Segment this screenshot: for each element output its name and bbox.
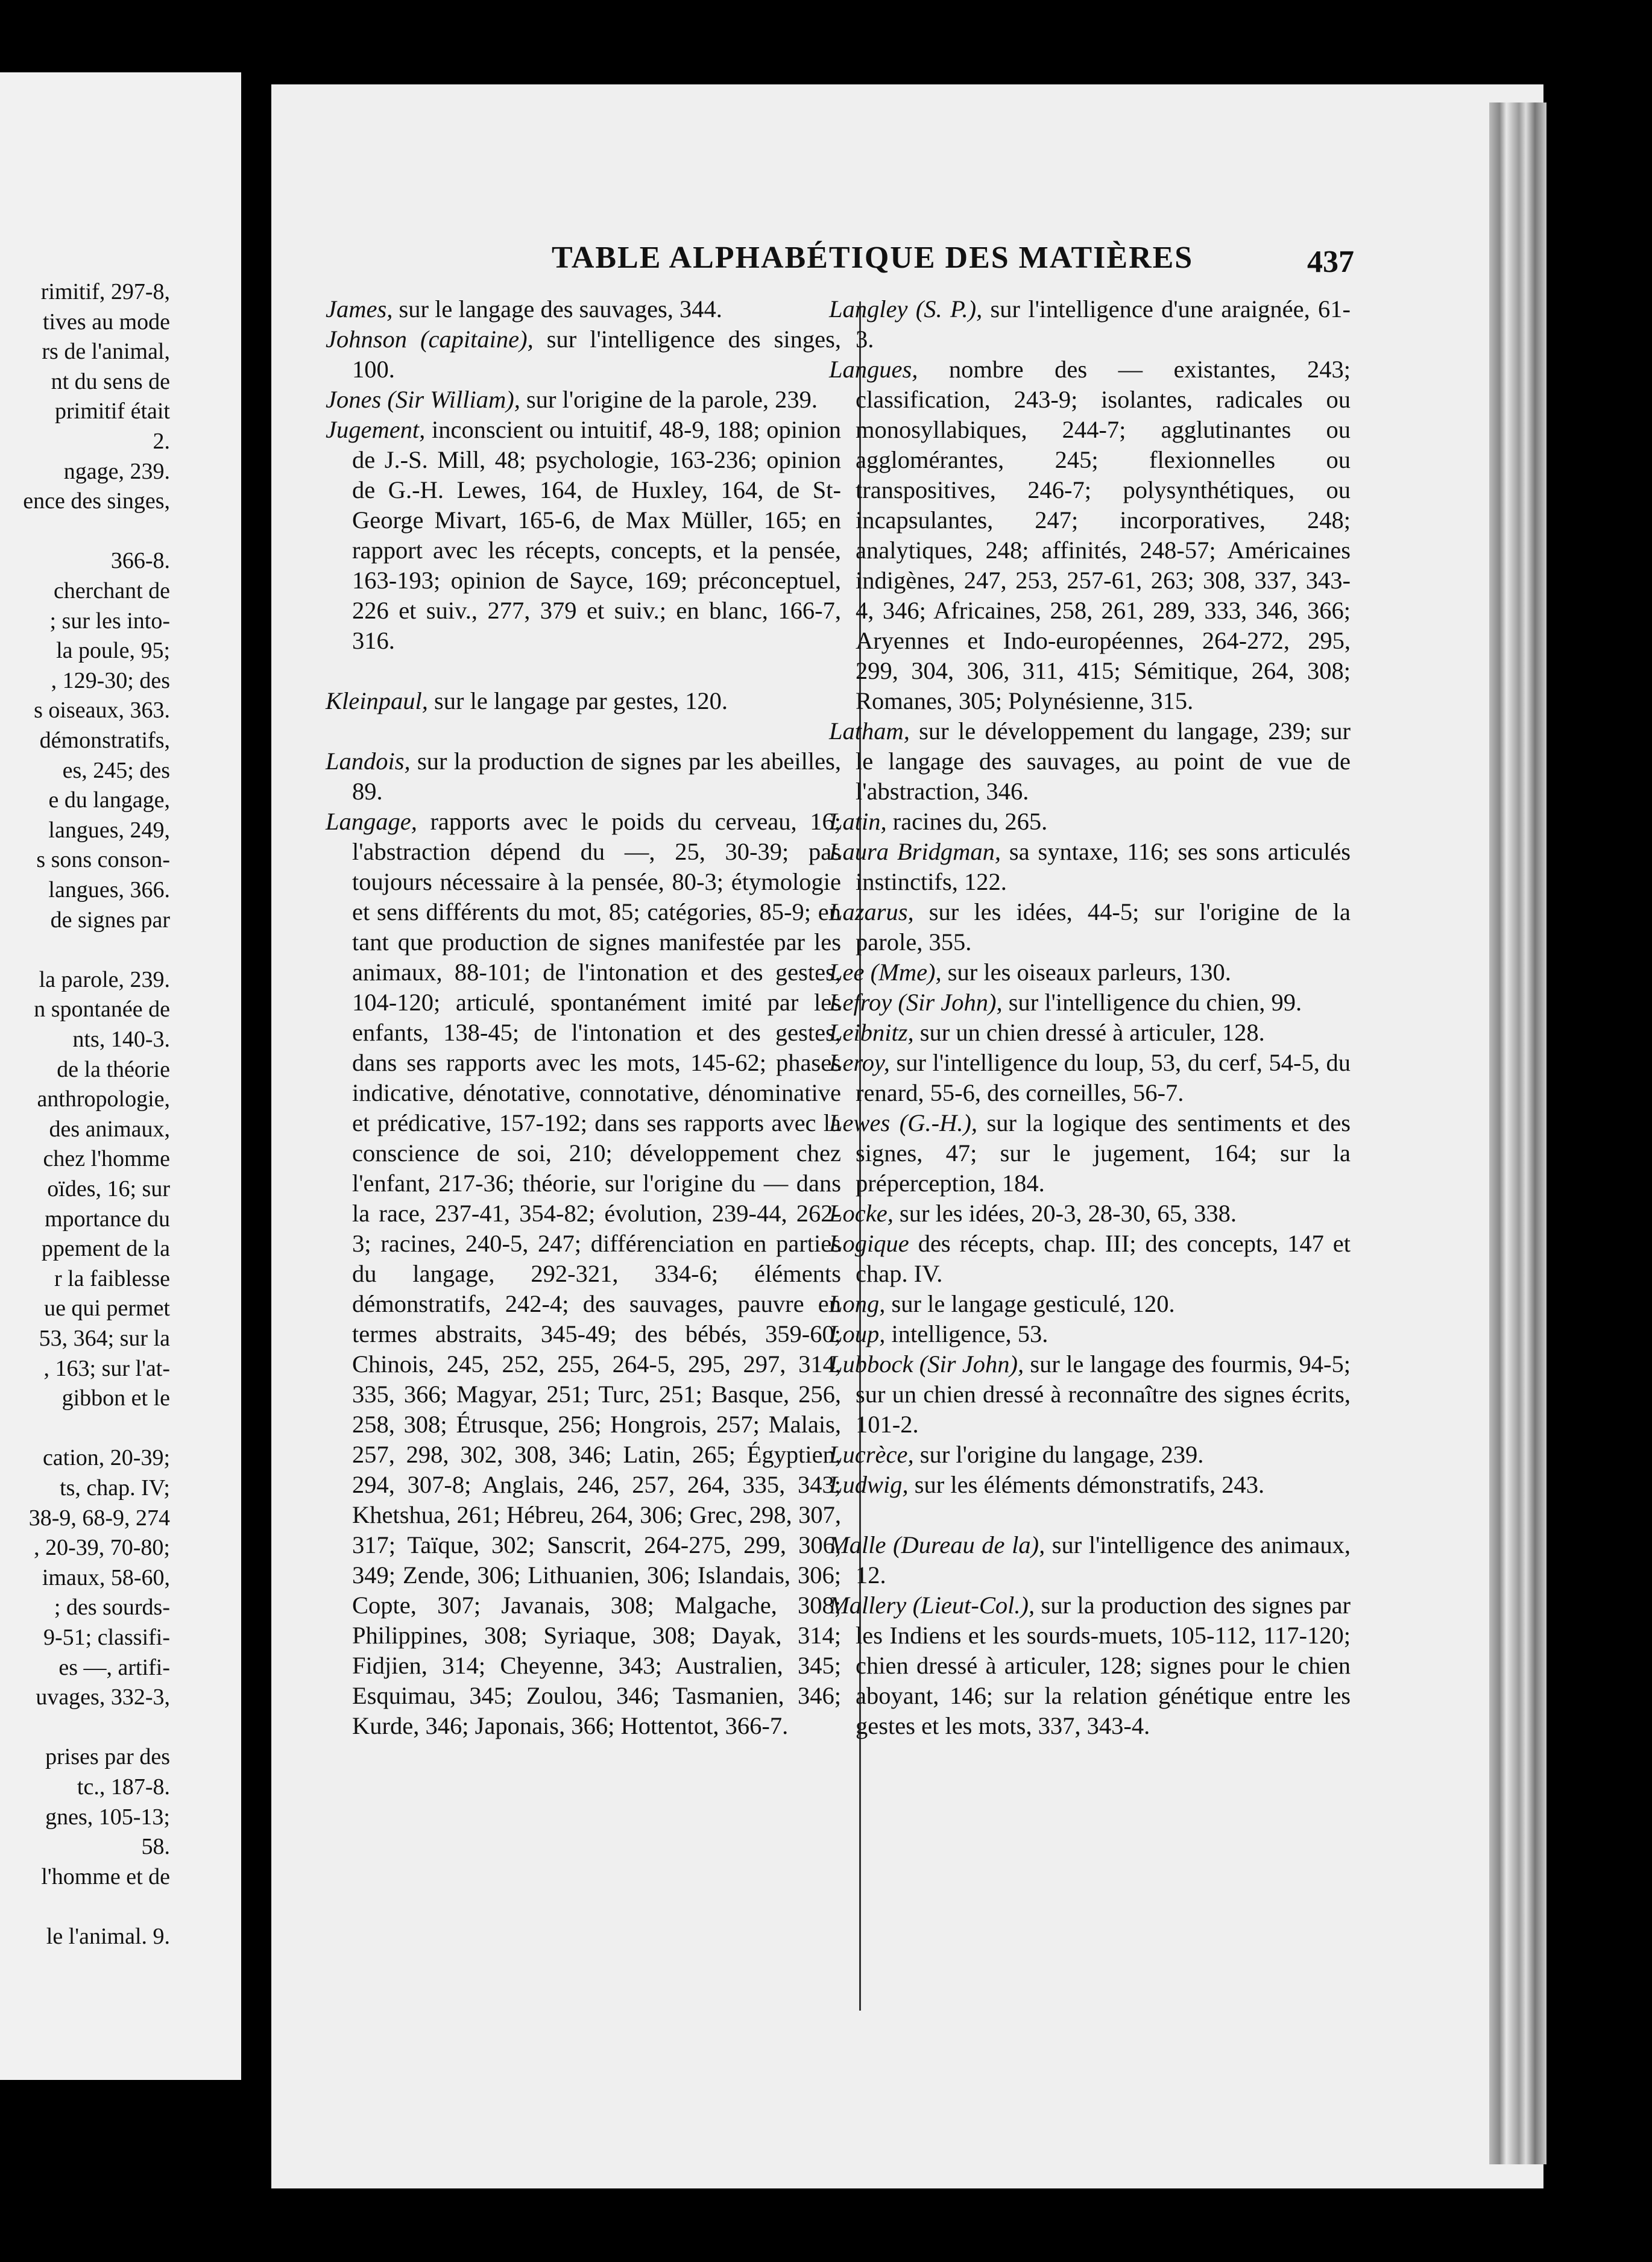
index-entry xyxy=(829,988,1351,1018)
page-number: 437 xyxy=(1307,245,1354,279)
facing-page-line: chez l'homme xyxy=(43,1146,170,1172)
section-gap xyxy=(326,716,841,746)
entry-text: sur un chien dressé à articuler, 128. xyxy=(913,1019,1265,1046)
entry-text: sur l'intelligence des singes, 100. xyxy=(352,326,842,383)
entry-text: sur le langage des fourmis, 94-5; sur un chien dressé à reconnaître des signes écrits, 101-2. xyxy=(856,1350,1351,1438)
running-head: TABLE ALPHABÉTIQUE DES MATIÈRES xyxy=(552,241,1194,275)
facing-page-line: langues, 249, xyxy=(48,817,170,843)
index-entry xyxy=(829,294,1351,354)
index-entry xyxy=(326,415,841,656)
facing-page-fragment xyxy=(0,72,243,2080)
entry-text: sur la production des signes par les Indiens et les sourds-muets, 105-112, 117-120; chien dressé à articuler, 128; signes pour le chien aboyant, 146; sur la relation génétique entre les gestes et les mots, 337, 343-4. xyxy=(856,1592,1351,1739)
entry-heading: Lewes (G.-H.), xyxy=(829,1109,978,1136)
book-gutter xyxy=(241,0,271,2262)
entry-heading: Johnson (capitaine), xyxy=(326,326,534,353)
entry-text: sur l'intelligence du chien, 99. xyxy=(1002,989,1302,1016)
entry-text: sur l'intelligence d'une araignée, 61-3. xyxy=(856,295,1351,353)
entry-heading: Locke, xyxy=(829,1200,894,1227)
facing-page-line: de la théorie xyxy=(57,1056,170,1082)
entry-heading: Leibnitz, xyxy=(829,1019,914,1046)
entry-text: sur le langage gesticulé, 120. xyxy=(885,1290,1175,1317)
section-gap xyxy=(326,656,841,686)
page-edges xyxy=(1489,102,1546,2164)
facing-page-line: es, 245; des xyxy=(62,757,170,783)
facing-page-line: ue qui permet xyxy=(44,1296,170,1322)
entry-text: sur l'intelligence du loup, 53, du cerf, 54-5, du renard, 55-6, des corneilles, 56-7. xyxy=(856,1049,1351,1106)
facing-page-line: rs de l'animal, xyxy=(42,339,170,365)
facing-page-line: la poule, 95; xyxy=(56,638,170,664)
entry-text: sur les éléments démonstratifs, 243. xyxy=(908,1471,1265,1498)
index-entry xyxy=(829,897,1351,957)
entry-heading: Latham, xyxy=(829,717,910,745)
entry-text: sa syntaxe, 116; ses sons articulés instinctifs, 122. xyxy=(856,838,1351,895)
facing-page-line: 2. xyxy=(153,429,170,454)
facing-page-line: le l'animal. 9. xyxy=(46,1924,170,1949)
entry-text: des récepts, chap. III; des concepts, 147 et chap. IV. xyxy=(856,1230,1351,1287)
entry-text: sur le langage par gestes, 120. xyxy=(427,687,728,714)
facing-page-line: e du langage, xyxy=(48,787,170,813)
entry-text: sur l'intelligence des animaux, 12. xyxy=(856,1531,1351,1589)
facing-page-line: s sons conson- xyxy=(36,847,170,873)
facing-page-line: anthropologie, xyxy=(37,1086,170,1112)
entry-text: rapports avec le poids du cerveau, 16; l'abstraction dépend du —, 25, 30-39; pas toujours nécessaire à la pensée, 80-3; étymologie et sens différents du mot, 85; catégories, 85-9; en tant que production de signes manifestée par les animaux, 88-101; de l'intonation et des gestes, 104-120; articulé, spontanément imité par les enfants, 138-45; de l'intonation et des gestes, dans ses rapports avec les mots, 145-62; phases indicative, dénotative, connotative, dénominative et prédicative, 157-192; dans ses rapports avec la conscience de soi, 210; développement chez l'enfant, 217-36; théorie, sur l'origine du — dans la race, 237-41, 354-82; évolution, 239-44, 262-3; racines, 240-5, 247; différenciation en parties du langage, 292-321, 334-6; éléments démonstratifs, 242-4; des sauvages, pauvre en termes abstraits, 345-49; des bébés, 359-60; Chinois, 245, 252, 255, 264-5, 295, 297, 314, 335, 366; Magyar, 251; Turc, 251; Basque, 256, 258, 308; Étrusque, 256; Hongrois, 257; Malais, 257, 298, 302, 308, 346; Latin, 265; Égyptien, 294, 307-8; Anglais, 246, 257, 264, 335, 343; Khetshua, 261; Hébreu, 264, 306; Grec, 298, 307, 317; Taïque, 302; Sanscrit, 264-275, 299, 306, 349; Zende, 306; Lithuanien, 306; Islandais, 306; Copte, 307; Javanais, 308; Malgache, 308; Philippines, 308; Syriaque, 308; Dayak, 314; Fidjien, 314; Cheyenne, 343; Australien, 345; Esquimau, 345; Zoulou, 346; Tasmanien, 346; Kurde, 346; Japonais, 366; Hottentot, 366-7. xyxy=(352,808,841,1739)
index-entry xyxy=(829,1440,1351,1470)
facing-page-line: gibbon et le xyxy=(61,1385,170,1411)
index-entry xyxy=(326,324,841,385)
entry-text: sur les idées, 44-5; sur l'origine de la parole, 355. xyxy=(856,898,1351,956)
index-entry xyxy=(326,746,841,807)
facing-page-line: n spontanée de xyxy=(34,997,170,1022)
facing-page-line: oïdes, 16; sur xyxy=(47,1176,170,1202)
facing-page-line: rimitif, 297-8, xyxy=(40,279,170,304)
entry-heading: Landois, xyxy=(326,748,411,775)
facing-page-line: prises par des xyxy=(45,1744,170,1770)
facing-page-line: es —, artifi- xyxy=(58,1654,170,1680)
entry-heading: Long, xyxy=(829,1290,886,1317)
index-entry xyxy=(829,957,1351,988)
entry-heading: Loup, xyxy=(829,1320,886,1347)
facing-page-line: , 20-39, 70-80; xyxy=(34,1535,170,1561)
facing-page-line: l'homme et de xyxy=(41,1863,170,1889)
entry-heading: Lubbock (Sir John), xyxy=(829,1350,1024,1378)
index-entry xyxy=(829,1289,1351,1319)
entry-heading: Logique xyxy=(829,1230,909,1257)
entry-heading: Kleinpaul, xyxy=(326,687,428,714)
facing-page-line: démonstratifs, xyxy=(39,728,170,753)
entry-text: intelligence, 53. xyxy=(885,1320,1048,1347)
index-entry xyxy=(829,1319,1351,1349)
facing-page-line: nts, 140-3. xyxy=(72,1027,170,1052)
index-entry xyxy=(326,807,841,1741)
index-entry xyxy=(326,294,841,324)
entry-heading: Langues, xyxy=(829,356,918,383)
facing-page-line: ence des singes, xyxy=(23,488,170,514)
entry-heading: Jones (Sir William), xyxy=(326,386,520,413)
section-gap xyxy=(829,1500,1351,1530)
index-entry xyxy=(829,716,1351,807)
entry-heading: Latin, xyxy=(829,808,887,835)
facing-page-line: langues, 366. xyxy=(48,877,170,903)
entry-text: racines du, 265. xyxy=(886,808,1048,835)
entry-text: sur le langage des sauvages, 344. xyxy=(393,295,722,323)
index-entry xyxy=(829,807,1351,837)
entry-heading: Laura Bridgman, xyxy=(829,838,1001,865)
facing-page-line: ngage, 239. xyxy=(63,458,170,484)
entry-heading: Lucrèce, xyxy=(829,1441,914,1468)
index-entry xyxy=(829,1530,1351,1590)
index-entry xyxy=(829,1018,1351,1048)
facing-page-line: ; sur les into- xyxy=(49,608,170,634)
entry-heading: Malle (Dureau de la), xyxy=(829,1531,1045,1558)
entry-heading: Langley (S. P.), xyxy=(829,295,983,323)
facing-page-line: tc., 187-8. xyxy=(77,1774,170,1800)
facing-page-line: 366-8. xyxy=(110,548,170,574)
entry-heading: Mallery (Lieut-Col.), xyxy=(829,1592,1035,1619)
facing-page-line: de signes par xyxy=(50,907,170,933)
facing-page-line: uvages, 332-3, xyxy=(36,1684,170,1710)
facing-page-line: mportance du xyxy=(45,1206,170,1232)
facing-page-line: primitif était xyxy=(54,399,170,424)
facing-page-line: ppement de la xyxy=(41,1236,170,1262)
index-entry xyxy=(326,385,841,415)
facing-page-line: 38-9, 68-9, 274 xyxy=(28,1505,170,1531)
facing-page-line: la parole, 239. xyxy=(39,966,170,992)
index-entry xyxy=(829,1590,1351,1741)
index-entry xyxy=(829,354,1351,716)
facing-page-line: , 163; sur l'at- xyxy=(43,1355,170,1381)
facing-page-line: imaux, 58-60, xyxy=(42,1564,170,1590)
entry-heading: James, xyxy=(326,295,393,323)
entry-text: sur les idées, 20-3, 28-30, 65, 338. xyxy=(893,1200,1237,1227)
facing-page-line: , 129-30; des xyxy=(51,667,170,693)
index-column-right xyxy=(829,294,1351,1741)
facing-page-line: s oiseaux, 363. xyxy=(34,698,170,723)
entry-heading: Langage, xyxy=(326,808,417,835)
entry-text: sur le développement du langage, 239; sur le langage des sauvages, au point de vue de l'abstraction, 346. xyxy=(856,717,1351,805)
index-entry xyxy=(829,1470,1351,1500)
entry-text: sur la production de signes par les abeilles, 89. xyxy=(352,748,841,805)
index-entry xyxy=(829,1048,1351,1108)
facing-page-line: des animaux, xyxy=(49,1116,170,1142)
facing-page-line: ; des sourds- xyxy=(54,1595,170,1621)
entry-heading: Lefroy (Sir John), xyxy=(829,989,1003,1016)
index-entry xyxy=(829,1349,1351,1440)
facing-page-line: 53, 364; sur la xyxy=(39,1326,170,1351)
entry-heading: Lazarus, xyxy=(829,898,914,925)
facing-page-line: cherchant de xyxy=(53,578,170,603)
entry-text: sur l'origine de la parole, 239. xyxy=(520,386,818,413)
index-entry xyxy=(829,1199,1351,1229)
entry-heading: Lee (Mme), xyxy=(829,959,942,986)
entry-text: nombre des — existantes, 243; classification, 243-9; isolantes, radicales ou monosyllabiques, 244-7; agglutinantes ou agglomérantes, 245; flexionnelles ou transpositives, 246-7; polysynthétiques, ou incapsulantes, 247; incorporatives, 248; analytiques, 248; affinités, 248-57; Américaines indigènes, 247, 253, 257-61, 263; 308, 337, 343-4, 346; Africaines, 258, 261, 289, 333, 346, 366; Aryennes et Indo-européennes, 264-272, 295, 299, 304, 306, 311, 415; Sémitique, 264, 308; Romanes, 305; Polynésienne, 315. xyxy=(856,356,1351,714)
index-column-left xyxy=(326,294,841,1741)
entry-text: sur les oiseaux parleurs, 130. xyxy=(941,959,1231,986)
facing-page-line: 9-51; classifi- xyxy=(43,1625,170,1650)
facing-page-line: cation, 20-39; xyxy=(42,1445,170,1471)
facing-page-line: nt du sens de xyxy=(51,368,170,394)
facing-page-line: 58. xyxy=(141,1834,170,1860)
facing-page-line: ts, chap. IV; xyxy=(60,1475,170,1501)
index-entry xyxy=(326,686,841,716)
entry-text: sur la logique des sentiments et des signes, 47; sur le jugement, 164; sur la préperception, 184. xyxy=(856,1109,1351,1197)
facing-page-line: tives au mode xyxy=(42,309,170,335)
facing-page-line: gnes, 105-13; xyxy=(45,1804,170,1830)
facing-page-line: r la faiblesse xyxy=(54,1265,170,1291)
index-entry xyxy=(829,1229,1351,1289)
entry-text: inconscient ou intuitif, 48-9, 188; opinion de J.-S. Mill, 48; psychologie, 163-236; opinion de G.-H. Lewes, 164, de Huxley, 164, de St-George Mivart, 165-6, de Max Müller, 165; en rapport avec les récepts, concepts, et la pensée, 163-193; opinion de Sayce, 169; préconceptuel, 226 et suiv., 277, 379 et suiv.; en blanc, 166-7, 316. xyxy=(352,416,841,654)
index-entry xyxy=(829,837,1351,897)
entry-heading: Leroy, xyxy=(829,1049,890,1076)
entry-text: sur l'origine du langage, 239. xyxy=(913,1441,1204,1468)
entry-heading: Jugement, xyxy=(326,416,426,443)
entry-heading: Ludwig, xyxy=(829,1471,909,1498)
index-entry xyxy=(829,1108,1351,1199)
